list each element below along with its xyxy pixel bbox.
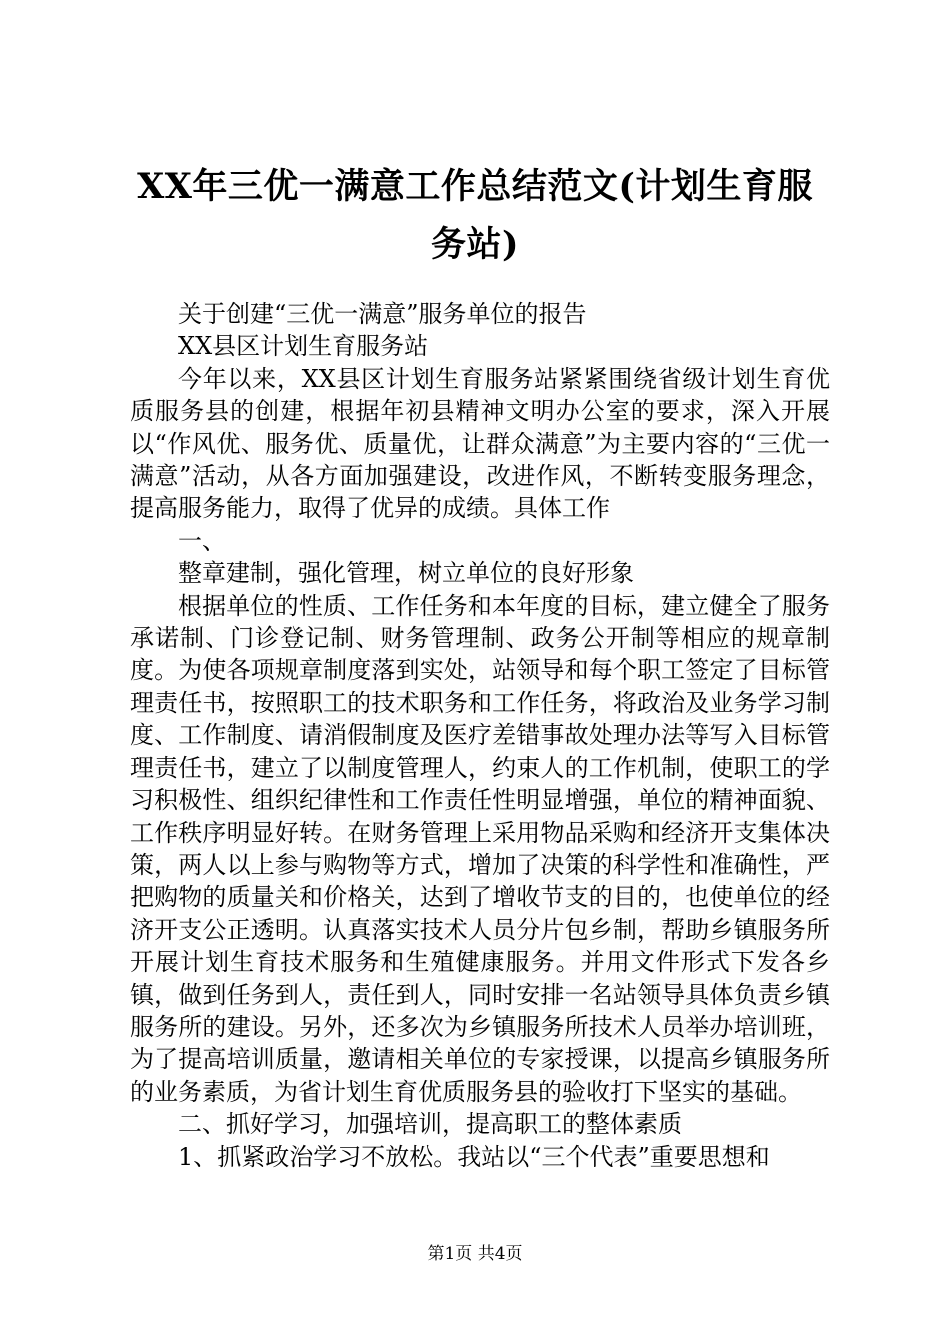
section-number-one: 一、: [178, 526, 226, 555]
intro-paragraph: 今年以来，XX县区计划生育服务站紧紧围绕省级计划生育优质服务县的创建，根据年初县精神文明办公室的要求，深入开展以“作风优、服务优、质量优，让群众满意”为主要内容的“三优一满意”活动，从各方面加强建设，改进作风，不断转变服务理念，提高服务能力，取得了优异的成绩。具体工作: [130, 364, 830, 523]
report-heading: 关于创建“三优一满意”服务单位的报告: [178, 300, 587, 328]
document-title: XX年三优一满意工作总结范文(计划生育服务站): [137, 166, 813, 265]
document-body: [130, 298, 830, 1173]
organization-name: XX县区计划生育服务站: [178, 332, 429, 361]
page-number-footer: 第1页 共4页: [427, 1244, 523, 1264]
section-one-heading: 整章建制，强化管理，树立单位的良好形象: [178, 559, 634, 588]
section-one-body: 根据单位的性质、工作任务和本年度的目标，建立健全了服务承诺制、门诊登记制、财务管理制、政务公开制等相应的规章制度。为使各项规章制度落到实处，站领导和每个职工签定了目标管理责任书，按照职工的技术职务和工作任务，将政治及业务学习制度、工作制度、请消假制度及医疗差错事故处理办法等写入目标管理责任书，建立了以制度管理人，约束人的工作机制，使职工的学习积极性、组织纪律性和工作责任性明显增强，单位的精神面貌、工作秩序明显好转。在财务管理上采用物品采购和经济开支集体决策，两人以上参与购物等方式，增加了决策的科学性和准确性，严把购物的质量关和价格关，达到了增收节支的目的，也使单位的经济开支公正透明。认真落实技术人员分片包乡制，帮助乡镇服务所开展计划生育技术服务和生殖健康服务。并用文件形式下发各乡镇，做到任务到人，责任到人，同时安排一名站领导具体负责乡镇服务所的建设。另外，还多次为乡镇服务所技术人员举办培训班，为了提高培训质量，邀请相关单位的专家授课，以提高乡镇服务所的业务素质，为省计划生育优质服务县的验收打下坚实的基础。: [130, 591, 830, 1106]
section-two-item-one: 1、抓紧政治学习不放松。我站以“三个代表”重要思想和: [178, 1142, 770, 1171]
section-two-heading: 二、抓好学习，加强培训，提高职工的整体素质: [178, 1110, 682, 1139]
